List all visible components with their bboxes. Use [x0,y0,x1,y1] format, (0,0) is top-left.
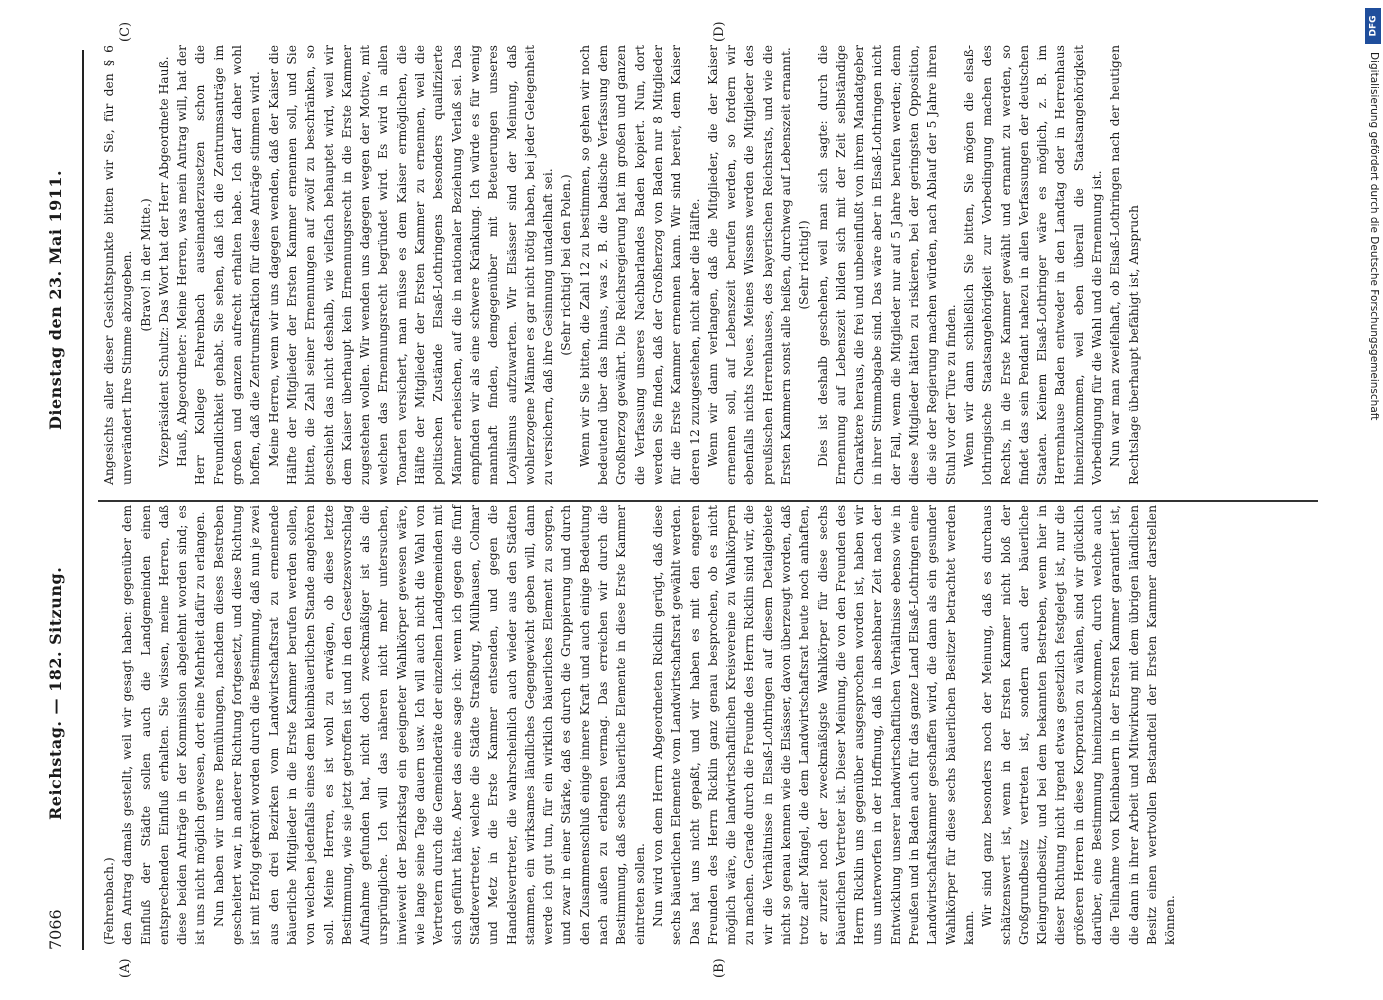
paragraph: Wenn wir Sie bitten, die Zahl 12 zu bestimmen, so gehen wir noch bedeutend über das hinaus, was z. B. die badische Verfassung dem Großherzog gewährt. Die Reichsregierung hat im großen und ganzen die Verfassung unseres Nachbarlandes Baden kopiert. Nun, dort werden Sie finden, daß der Großherzog von Baden nur 8 Mitglieder für die Erste Kammer ernennen kann. Wir sind bereit, dem Kaiser deren 12 zuzugestehen, nicht aber die Hälfte. [577,45,702,485]
column-divider [98,500,1318,502]
left-column [100,505,1180,945]
paragraph: Dies ist deshalb geschehen, weil man sich sagte: durch die Ernennung auf Lebenszeit bilden sich mit der Zeit selbständige Charaktere heraus, die frei und unbeeinflußt von ihrem Mandatgeber in ihrer Stimmabgabe sind. Das wäre aber in Elsaß-Lothringen nicht der Fall, wenn die Mitglieder nur auf 5 Jahre berufen werden; denn diese Mitglieder hätten zu riskieren, bei der geringsten Opposition, die sie der Regierung machen würden, nach Ablauf der 5 Jahre ihren Stuhl vor der Türe zu finden. [815,45,958,485]
page-header [0,0,95,1000]
interjection: (Sehr richtig! bei den Polen.) [559,174,574,356]
paragraph: Wenn wir dann schließlich Sie bitten, Sie mögen die elsaß-lothringische Staatsangehörigkeit zur Vorbedingung machen des Rechts, in die Erste Kammer gewählt und ernannt zu werden, so findet das sein Pendant nahezu in allen Verfassungen der deutschen Staaten. Keinem Elsaß-Lothringer wäre es möglich, z. B. im Herrenhause Baden entweder in den Landtag oder in Herrenhaus hineinzukommen, weil eben überall die Staatsangehörigkeit Vorbedingung für die Wahl und die Ernennung ist. [961,45,1105,485]
paragraph: den Antrag damals gestellt, weil wir gesagt haben: gegenüber dem Einfluß der Städte sollen auch die Landgemeinden einen entsprechenden Einfluß erhalten. Sie wissen, meine Herren, daß diese beiden Anträge in der Kommission abgelehnt worden sind; es ist uns nicht möglich gewesen, dort eine Mehrheit dafür zu erlangen. [120,505,208,945]
interjection: (Bravo! in der Mitte.) [138,198,153,332]
speaker-tag: (Fehrenbach.) [102,857,116,945]
paragraph: Vizepräsident Schultz: Das Wort hat der Herr Abgeordnete Hauß. [156,56,171,467]
page-number: 7066 [46,909,65,950]
paragraph: Wenn wir dann verlangen, daß die Mitglieder, die der Kaiser ernennen soll, auf Lebenszeit berufen werden, so fordern wir ebenfalls nichts Neues. Meines Wissens werden die Mitglieder des preußischen Herrenhauses, des bayerischen Reichsrats, und wie die Ersten Kammern sonst alle heißen, durchweg auf Lebenszeit ernannt. [705,45,793,485]
paragraph: Angesichts aller dieser Gesichtspunkte bitten wir Sie, für den § 6 unverändert Ihre Stimme abzugeben. [102,45,135,485]
header-rule [82,50,84,950]
margin-mark-b: (B) [712,958,727,978]
digitization-note [1368,52,1383,652]
header-left [0,510,95,1000]
interjection: (Sehr richtig!) [797,220,812,310]
header-right [0,0,95,490]
paragraph: Nun war man zweifelhaft, ob Elsaß-Lothringen nach der heutigen Rechtslage überhaupt befähigt ist, Anspruch [1108,45,1141,485]
margin-mark-c: (C) [118,21,133,42]
running-title-left: Reichstag. — 182. Sitzung. [46,566,65,820]
paragraph: Nun wird von dem Herrn Abgeordneten Ricklin gerügt, daß diese sechs bäuerlichen Elemente vom Landwirtschaftsrat gewählt werden. Das hat uns nicht gepaßt, und wir haben es mit den engeren Freunden des Herrn Ricklin ganz genau besprochen, ob es nicht möglich wäre, die landwirtschaftlichen Kreisvereine zu Wahlkörpern zu machen. Gerade durch die Freunde des Herrn Ricklin sind wir, die wir die Verhältnisse in Elsaß-Lothringen auf diesem Detailgebiete nicht so genau kennen wie die Elsässer, davon überzeugt worden, daß trotz aller Mängel, die dem Landwirtschaftsrat heute noch anhaften, er zurzeit noch der zweckmäßigste Wahlkörper für diese sechs bäuerlichen Vertreter ist. Dieser Meinung, die von den Freunden des Herrn Ricklin uns gegenüber ausgesprochen worden ist, haben wir uns unterworfen in der Hoffnung, daß in absehbarer Zeit nach der Entwicklung unserer landwirtschaftlichen Verhältnisse ebenso wie in Preußen und in Baden auch für das ganze Land Elsaß-Lothringen eine Landwirtschaftskammer geschaffen wird, die dann als ein gesunder Wahlkörper für diese sechs bäuerlichen Besitzer betrachtet werden kann. [650,505,976,945]
paragraph: Wir sind ganz besonders noch der Meinung, daß es durchaus schätzenswert ist, wenn in der Ersten Kammer nicht bloß der Großgrundbesitz vertreten ist, sondern auch der bäuerliche Kleingrundbesitz, und bei dem bekannten Bestreben, wenn hier in dieser Richtung nicht irgend etwas gesetzlich festgelegt ist, nur die größeren Herren in diese Korporation zu wählen, sind wir glücklich darüber, eine Bestimmung hineinzubekommen, durch welche auch die Teilnahme von Kleinbauern in der Ersten Kammer garantiert ist, die dann in ihrer Arbeit und Mitwirkung mit dem übrigen ländlichen Besitz einen wertvollen Bestandteil der Ersten Kammer darstellen können. [980,505,1178,945]
paragraph: Hauß, Abgeordneter: Meine Herren, was mein Antrag will, hat der Herr Kollege Fehrenbach auseinanderzusetzen schon die Freundlichkeit gehabt. Sie sehen, daß ich die Zentrumsanträge im großen und ganzen aufrecht erhalten habe. Ich darf daher wohl hoffen, daß die Zentrumsfraktion für diese Anträge stimmen wird. [175,45,263,485]
paragraph: Meine Herren, wenn wir uns dagegen wenden, daß der Kaiser die Hälfte der Mitglieder der Ersten Kammer ernennen soll, und Sie bitten, die Zahl seiner Ernennungen auf zwölf zu beschränken, so geschieht das nicht deshalb, wie vielfach behauptet wird, weil wir dem Kaiser überhaupt kein Ernennungsrecht in die Erste Kammer zugestehen wollen. Wir wenden uns dagegen wegen der Motive, mit welchen das Ernennungsrecht begründet wird. Es wird in allen Tonarten versichert, man müsse es dem Kaiser ermöglichen, die Hälfte der Mitglieder der Ersten Kammer zu ernennen, weil die politischen Zustände Elsaß-Lothringens besonders qualifizierte Männer erheischen, auf die in nationaler Beziehung Verlaß sei. Das empfinden wir als eine schwere Kränkung. Ich würde es für wenig mannhaft finden, demgegenüber mit Beteuerungen unseres Loyalismus aufzuwarten. Wir Elsässer sind der Meinung, daß wohlerzogene Männer es gar nicht nötig haben, bei jeder Gelegenheit zu versichern, daß ihre Gesinnung untadelhaft sei. [266,45,556,485]
dfg-logo [1365,8,1381,44]
margin-mark-d: (D) [712,21,727,42]
right-column [100,45,1143,485]
margin-mark-a: (A) [118,958,133,978]
paragraph: Nun haben wir unsere Bemühungen, nachdem dieses Bestreben gescheitert war, in anderer Richtung fortgesetzt, und diese Richtung ist mit Erfolg gekrönt worden durch die Bestimmung, daß nun je zwei aus den drei Bezirken vom Landwirtschaftsrat zu ernennende bäuerliche Mitglieder in die Erste Kammer berufen werden sollen, von welchen jedenfalls eines dem kleinbäuerlichen Stande angehören soll. Meine Herren, es ist wohl zu erwägen, ob diese letzte Bestimmung, wie sie jetzt getroffen ist und in den Gesetzesvorschlag Aufnahme gefunden hat, nicht doch zweckmäßiger ist als die ursprüngliche. Ich will das näheren nicht mehr untersuchen, inwieweit der Bezirkstag ein geeigneter Wahlkörper gewesen wäre, wie lange seine Tage dauern usw. Ich will auch nicht die Wahl von Vertretern durch die Gemeinderäte der einzelnen Landgemeinden mit sich geführt hätte. Aber das eine sage ich: wenn ich gegen die fünf Städtevertreter, welche die Städte Straßburg, Mülhausen, Colmar und Metz in die Erste Kammer entsenden, und gegen die Handelsvertreter, die wahrscheinlich auch wieder aus den Städten stammen, ein wirksames ländliches Gegengewicht geben will, dann werde ich gut tun, für ein wirklich bäuerliches Element zu sorgen, und zwar in einer Stärke, daß es durch die Gruppierung und durch den Zusammenschluß einige innere Kraft und auch einige Bedeutung nach außen zu erlangen vermag. Das erreichen wir durch die Bestimmung, daß sechs bäuerliche Elemente in diese Erste Kammer eintreten sollen. [211,505,647,945]
digitization-note-text: Digitalisierung gefördert durch die Deutsche Forschungsgemeinschaft [1368,52,1380,421]
dfg-logo-text: DFG [1368,15,1379,37]
running-title-right: Dienstag den 23. Mai 1911. [46,169,65,430]
